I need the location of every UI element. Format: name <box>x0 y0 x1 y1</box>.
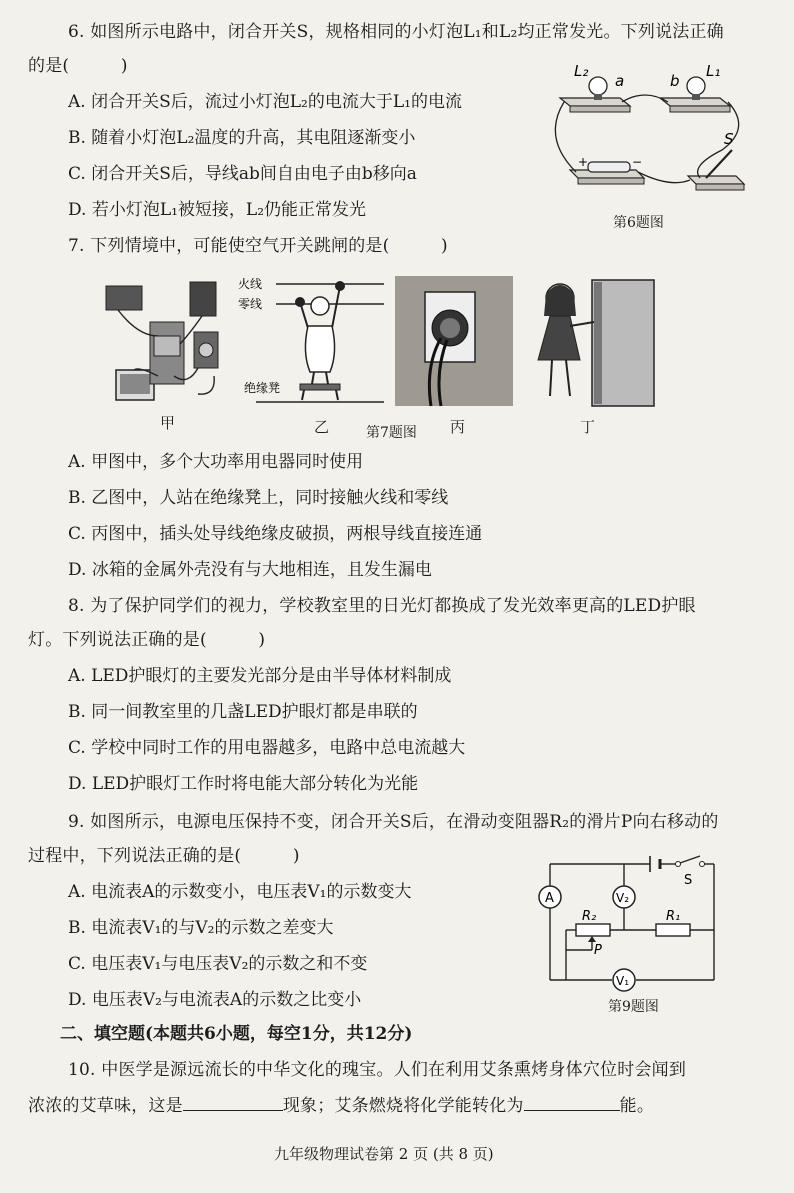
q10-text-part-b: 现象；艾条燃烧将化学能转化为 <box>282 1096 524 1116</box>
q9-stem-line1: 9. 如图所示，电源电压保持不变，闭合开关S后，在滑动变阻器R₂的滑片P向右移动的 <box>68 812 719 832</box>
section-2-title: 二、填空题(本题共6小题，每空1分，共12分) <box>60 1024 413 1044</box>
q7-option-a: A. 甲图中，多个大功率用电器同时使用 <box>68 452 364 472</box>
q7-figure-bing <box>395 276 515 408</box>
q8-option-d: D. LED护眼灯工作时将电能大部分转化为光能 <box>68 774 419 794</box>
q10-text-part-c: 能。 <box>619 1096 655 1116</box>
q7-figure-jia <box>98 276 238 411</box>
q9-stem-line2: 过程中，下列说法正确的是( ) <box>28 846 300 866</box>
q6-option-a: A. 闭合开关S后，流过小灯泡L₂的电流大于L₁的电流 <box>68 92 462 112</box>
q8-stem-line2: 灯。下列说法正确的是( ) <box>28 630 266 650</box>
q6-option-d: D. 若小灯泡L₁被短接，L₂仍能正常发光 <box>68 200 367 220</box>
q6-label-l1: L₁ <box>706 62 721 80</box>
q8-option-a: A. LED护眼灯的主要发光部分是由半导体材料制成 <box>68 666 452 686</box>
q6-figure-caption: 第6题图 <box>613 215 664 231</box>
q10-blank-1[interactable] <box>183 1092 283 1111</box>
q9-label-s: S <box>684 873 693 888</box>
q8-stem-line1: 8. 为了保护同学们的视力，学校教室里的日光灯都换成了发光效率更高的LED护眼 <box>68 596 696 616</box>
q9-option-d: D. 电压表V₂与电流表A的示数之比变小 <box>68 990 362 1010</box>
q9-label-p: P <box>594 943 602 958</box>
q7-label-stool: 绝缘凳 <box>244 381 281 395</box>
q10-text-part-a: 浓浓的艾草味，这是 <box>28 1096 183 1116</box>
q7-option-d: D. 冰箱的金属外壳没有与大地相连，且发生漏电 <box>68 560 432 580</box>
q6-label-plus: + <box>578 155 589 169</box>
q7-figure-yi <box>236 272 386 412</box>
q6-option-b: B. 随着小灯泡L₂温度的升高，其电阻逐渐变小 <box>68 128 416 148</box>
q6-stem-line1: 6. 如图所示电路中，闭合开关S，规格相同的小灯泡L₁和L₂均正常发光。下列说法正确 <box>68 22 724 42</box>
q7-figure-ding <box>520 276 670 411</box>
q9-label-v2: V₂ <box>616 891 630 905</box>
q6-stem-line2: 的是( ) <box>28 56 128 76</box>
q7-label-jia: 甲 <box>160 414 176 432</box>
q7-stem: 7. 下列情境中，可能使空气开关跳闸的是( ) <box>68 236 448 256</box>
q10-stem-line1: 10. 中医学是源远流长的中华文化的瑰宝。人们在利用艾条熏烤身体穴位时会闻到 <box>68 1060 687 1080</box>
q9-figure-caption: 第9题图 <box>608 999 659 1015</box>
q7-label-ding: 丁 <box>580 418 596 436</box>
q7-option-c: C. 丙图中，插头处导线绝缘皮破损，两根导线直接连通 <box>68 524 483 544</box>
page-footer: 九年级物理试卷第 2 页 (共 8 页) <box>274 1145 494 1163</box>
q9-label-v1: V₁ <box>616 974 630 988</box>
q7-option-b: B. 乙图中，人站在绝缘凳上，同时接触火线和零线 <box>68 488 449 508</box>
q7-label-live-wire: 火线 <box>238 277 263 291</box>
q7-label-yi: 乙 <box>314 418 330 436</box>
q6-label-a: a <box>615 72 625 90</box>
q6-label-l2: L₂ <box>574 62 589 80</box>
q9-circuit-figure <box>536 850 726 996</box>
q7-figure-caption: 第7题图 <box>366 425 417 441</box>
q9-label-ammeter: A <box>545 891 554 906</box>
q6-option-c: C. 闭合开关S后，导线ab间自由电子由b移向a <box>68 164 417 184</box>
q8-option-c: C. 学校中同时工作的用电器越多，电路中总电流越大 <box>68 738 466 758</box>
q6-circuit-figure <box>540 58 760 208</box>
q6-label-b: b <box>670 72 680 90</box>
q10-stem-line2 <box>28 1092 654 1118</box>
q8-option-b: B. 同一间教室里的几盏LED护眼灯都是串联的 <box>68 702 418 722</box>
q7-label-neutral-wire: 零线 <box>238 297 263 311</box>
q9-label-r2: R₂ <box>582 909 597 924</box>
q9-label-r1: R₁ <box>666 909 681 924</box>
q6-label-minus: − <box>632 155 643 169</box>
q6-label-s: S <box>724 130 734 148</box>
q7-label-bing: 丙 <box>450 418 466 436</box>
q10-blank-2[interactable] <box>524 1092 620 1111</box>
q9-option-a: A. 电流表A的示数变小，电压表V₁的示数变大 <box>68 882 412 902</box>
q9-option-b: B. 电流表V₁的与V₂的示数之差变大 <box>68 918 334 938</box>
q9-option-c: C. 电压表V₁与电压表V₂的示数之和不变 <box>68 954 368 974</box>
